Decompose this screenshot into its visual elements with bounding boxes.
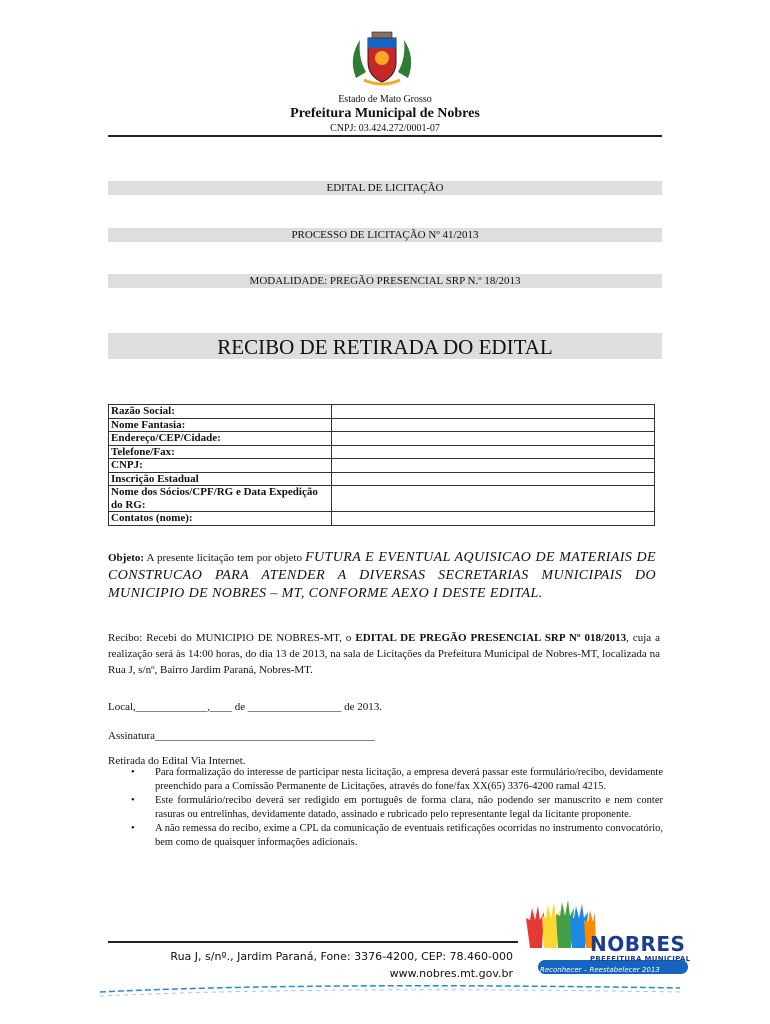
recibo-paragraph <box>108 630 660 678</box>
form-label: Razão Social: <box>109 405 332 419</box>
form-row <box>109 512 655 526</box>
form-row <box>109 445 655 459</box>
list-item <box>108 822 663 850</box>
local-date-line[interactable]: Local,_____________,____ de _________________ de 2013. <box>108 701 383 713</box>
objeto-lead: A presente licitação tem por objeto <box>144 552 306 564</box>
list-item <box>108 766 663 794</box>
signature-line[interactable]: Assinatura________________________________________ <box>108 730 376 742</box>
form-value-cell[interactable] <box>332 512 655 526</box>
header-divider <box>108 135 662 137</box>
recibo-lead: Recibo: Recebi do MUNICIPIO DE NOBRES-MT, o <box>108 632 356 644</box>
form-row <box>109 472 655 486</box>
logo-year: 2013 <box>641 966 660 974</box>
form-label: Nome dos Sócios/CPF/RG e Data Expedição do RG: <box>109 486 332 512</box>
form-label: Nome Fantasia: <box>109 418 332 432</box>
instructions-list <box>108 766 663 850</box>
form-row <box>109 405 655 419</box>
objeto-paragraph <box>108 549 656 603</box>
footer-website[interactable]: www.nobres.mt.gov.br <box>389 967 513 980</box>
form-label: Inscrição Estadual <box>109 472 332 486</box>
logo-tagline-text: Reconhecer – Reestabelecer <box>540 966 640 974</box>
modalidade-band: MODALIDADE: PREGÃO PRESENCIAL SRP N.º 18/2013 <box>108 274 662 288</box>
form-value-cell[interactable] <box>332 486 655 512</box>
recibo-details: , cuja a realização será às 14:00 horas, do dia 13 de 2013, na sala de Licitações da Prefeitura Municipal de Nobres-MT, localizada na Rua J, s/nº, Bairro Jardim Paraná, Nobres-MT. <box>108 632 661 676</box>
list-item-text: Este formulário/recibo deverá ser redigido em português de forma clara, não podendo ser manuscrito e nem conter rasuras ou entrelinhas, devidamente datado, assinado e rubricado pelo representante legal da licitante proponente. <box>155 795 663 820</box>
municipal-crest-logo <box>346 28 418 90</box>
form-label: Telefone/Fax: <box>109 445 332 459</box>
cnpj-line: CNPJ: 03.424.272/0001-07 <box>330 123 440 134</box>
form-row <box>109 432 655 446</box>
form-value-cell[interactable] <box>332 472 655 486</box>
logo-tagline <box>540 966 660 974</box>
form-row <box>109 418 655 432</box>
edital-band: EDITAL DE LICITAÇÃO <box>108 181 662 195</box>
list-item-text: A não remessa do recibo, exime a CPL da comunicação de eventuais retificações ocorridas no instrumento convocatório, bem como de quaisquer informações adicionais. <box>155 823 663 848</box>
document-title: RECIBO DE RETIRADA DO EDITAL <box>108 333 662 359</box>
logo-wordmark: NOBRES <box>590 932 686 956</box>
form-value-cell[interactable] <box>332 432 655 446</box>
prefeitura-name: Prefeitura Municipal de Nobres <box>290 106 480 121</box>
footer-address: Rua J, s/nº., Jardim Paraná, Fone: 3376-4200, CEP: 78.460-000 <box>170 950 513 963</box>
recibo-edital-ref: EDITAL DE PREGÃO PRESENCIAL SRP Nº 018/2013 <box>355 632 627 644</box>
form-label: CNPJ: <box>109 459 332 473</box>
form-value-cell[interactable] <box>332 405 655 419</box>
objeto-description: FUTURA E EVENTUAL AQUISICAO DE MATERIAIS DE CONSTRUCAO PARA ATENDER A DIVERSAS SECRETARIAS MUNICIPAIS DO MUNICIPIO DE NOBRES – MT, CONFORME AEXO I DESTE EDITAL. <box>108 550 656 601</box>
state-name: Estado de Mato Grosso <box>338 94 432 105</box>
list-item-text: Para formalização do interesse de participar nesta licitação, a empresa deverá passar este formulário/recibo, devidamente preenchido para a Comissão Permanente de Licitações, através do fone/fax XX(65) 3376-4200 ramal 4215. <box>155 767 663 792</box>
form-row <box>109 459 655 473</box>
company-form-table <box>108 404 655 526</box>
form-value-cell[interactable] <box>332 418 655 432</box>
bullet-icon: • <box>131 795 135 806</box>
retirada-heading: Retirada do Edital Via Internet. <box>108 755 246 767</box>
logo-subtitle: PREFEITURA MUNICIPAL <box>590 955 691 963</box>
form-label: Contatos (nome): <box>109 512 332 526</box>
form-row <box>109 486 655 512</box>
processo-band: PROCESSO DE LICITAÇÃO Nº 41/2013 <box>108 228 662 242</box>
form-label: Endereço/CEP/Cidade: <box>109 432 332 446</box>
bullet-icon: • <box>131 767 135 778</box>
form-value-cell[interactable] <box>332 445 655 459</box>
form-value-cell[interactable] <box>332 459 655 473</box>
footer-divider <box>108 941 518 943</box>
objeto-label: Objeto: <box>108 552 145 564</box>
list-item <box>108 794 663 822</box>
bullet-icon: • <box>131 823 135 834</box>
